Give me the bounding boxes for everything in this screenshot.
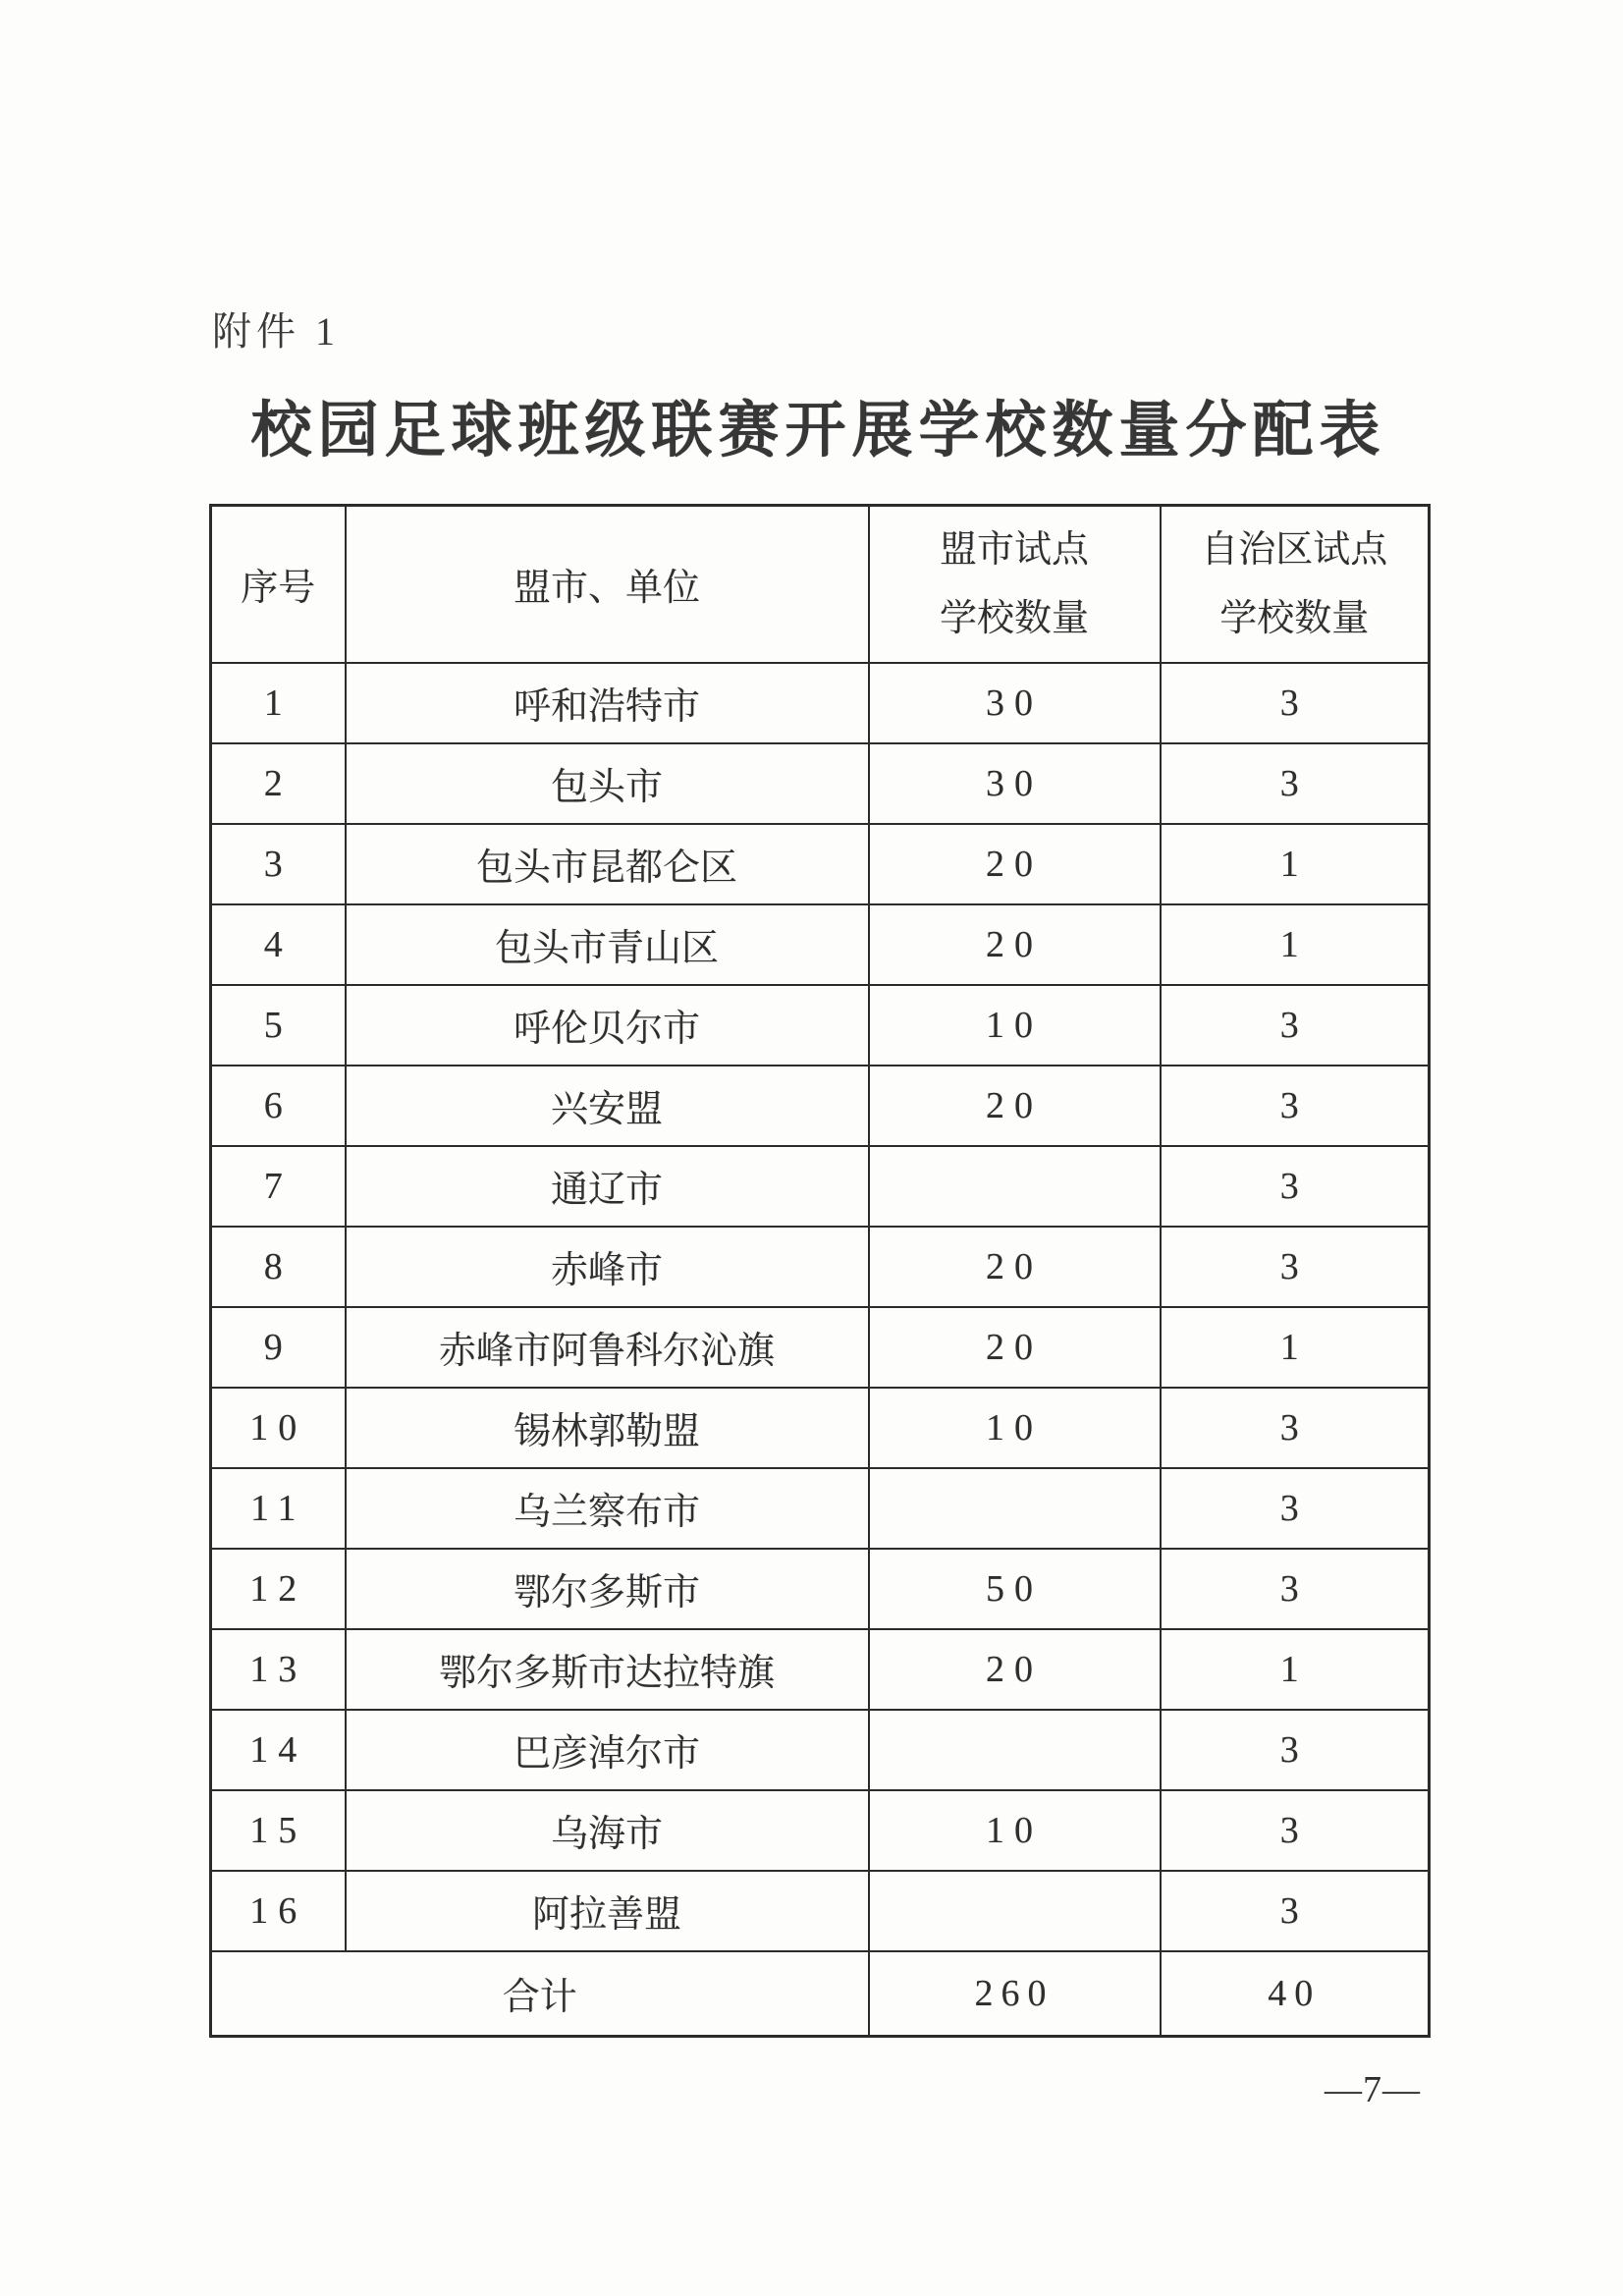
header-index: 序号 (211, 506, 346, 663)
row-region-pilot: 3 (1161, 1549, 1430, 1629)
row-region-pilot: 3 (1161, 1710, 1430, 1790)
table-row (211, 663, 1430, 743)
table-row (211, 1790, 1430, 1871)
table-row (211, 985, 1430, 1066)
table-row (211, 1307, 1430, 1388)
row-city-pilot: 30 (869, 663, 1161, 743)
table-row (211, 824, 1430, 904)
row-city-pilot: 20 (869, 1227, 1161, 1307)
row-index: 14 (211, 1710, 346, 1790)
row-region-pilot: 1 (1161, 1307, 1430, 1388)
attachment-label: 附件 1 (212, 309, 340, 354)
row-city-pilot: 10 (869, 985, 1161, 1066)
row-index: 4 (211, 904, 346, 985)
total-row (211, 1951, 1430, 2037)
row-index: 15 (211, 1790, 346, 1871)
row-index: 13 (211, 1629, 346, 1710)
header-city-pilot (869, 506, 1161, 663)
row-city-pilot: 20 (869, 824, 1161, 904)
row-unit: 巴彦淖尔市 (346, 1710, 869, 1790)
row-index: 3 (211, 824, 346, 904)
table-row (211, 1227, 1430, 1307)
row-unit: 赤峰市 (346, 1227, 869, 1307)
row-region-pilot: 3 (1161, 1388, 1430, 1468)
row-index: 6 (211, 1066, 346, 1146)
row-unit: 乌海市 (346, 1790, 869, 1871)
row-unit: 包头市青山区 (346, 904, 869, 985)
row-city-pilot: 20 (869, 1066, 1161, 1146)
row-city-pilot: 10 (869, 1388, 1161, 1468)
allocation-table (209, 504, 1431, 2038)
row-index: 2 (211, 743, 346, 824)
row-index: 9 (211, 1307, 346, 1388)
row-city-pilot: 30 (869, 743, 1161, 824)
row-index: 5 (211, 985, 346, 1066)
row-unit: 锡林郭勒盟 (346, 1388, 869, 1468)
row-region-pilot: 3 (1161, 1790, 1430, 1871)
row-index: 7 (211, 1146, 346, 1227)
header-unit: 盟市、单位 (346, 506, 869, 663)
table-row (211, 1388, 1430, 1468)
row-unit: 兴安盟 (346, 1066, 869, 1146)
row-city-pilot (869, 1871, 1161, 1951)
row-unit: 呼伦贝尔市 (346, 985, 869, 1066)
table-row (211, 1146, 1430, 1227)
row-region-pilot: 1 (1161, 824, 1430, 904)
row-city-pilot: 50 (869, 1549, 1161, 1629)
page-number: —7— (1325, 2069, 1421, 2110)
total-city-pilot: 260 (869, 1951, 1161, 2037)
row-city-pilot (869, 1468, 1161, 1549)
row-city-pilot: 20 (869, 904, 1161, 985)
row-unit: 鄂尔多斯市 (346, 1549, 869, 1629)
table-row (211, 743, 1430, 824)
table-row (211, 904, 1430, 985)
row-unit: 阿拉善盟 (346, 1871, 869, 1951)
header-region-pilot (1161, 506, 1430, 663)
row-index: 10 (211, 1388, 346, 1468)
row-region-pilot: 3 (1161, 1227, 1430, 1307)
header-region-pilot-line1: 自治区试点 (1201, 528, 1388, 571)
table-row (211, 1468, 1430, 1549)
row-unit: 乌兰察布市 (346, 1468, 869, 1549)
row-unit: 鄂尔多斯市达拉特旗 (346, 1629, 869, 1710)
row-city-pilot (869, 1710, 1161, 1790)
header-city-pilot-line2: 学校数量 (939, 597, 1089, 639)
row-unit: 呼和浩特市 (346, 663, 869, 743)
header-region-pilot-line2: 学校数量 (1219, 597, 1370, 639)
table-row (211, 1710, 1430, 1790)
row-region-pilot: 3 (1161, 743, 1430, 824)
row-region-pilot: 3 (1161, 985, 1430, 1066)
total-label: 合计 (211, 1951, 869, 2037)
row-index: 1 (211, 663, 346, 743)
row-region-pilot: 3 (1161, 1146, 1430, 1227)
row-index: 8 (211, 1227, 346, 1307)
row-city-pilot: 20 (869, 1629, 1161, 1710)
page-title: 校园足球班级联赛开展学校数量分配表 (250, 398, 1386, 465)
row-index: 11 (211, 1468, 346, 1549)
row-region-pilot: 3 (1161, 1066, 1430, 1146)
row-city-pilot (869, 1146, 1161, 1227)
row-unit: 赤峰市阿鲁科尔沁旗 (346, 1307, 869, 1388)
table-row (211, 1629, 1430, 1710)
row-unit: 包头市 (346, 743, 869, 824)
row-index: 16 (211, 1871, 346, 1951)
row-region-pilot: 3 (1161, 1871, 1430, 1951)
header-city-pilot-line1: 盟市试点 (939, 528, 1089, 571)
row-city-pilot: 20 (869, 1307, 1161, 1388)
row-region-pilot: 1 (1161, 904, 1430, 985)
row-city-pilot: 10 (869, 1790, 1161, 1871)
table-header-row (211, 506, 1430, 663)
row-region-pilot: 3 (1161, 663, 1430, 743)
row-unit: 包头市昆都仑区 (346, 824, 869, 904)
table-row (211, 1066, 1430, 1146)
total-region-pilot: 40 (1161, 1951, 1430, 2037)
row-unit: 通辽市 (346, 1146, 869, 1227)
table-row (211, 1549, 1430, 1629)
row-region-pilot: 3 (1161, 1468, 1430, 1549)
table-row (211, 1871, 1430, 1951)
row-index: 12 (211, 1549, 346, 1629)
row-region-pilot: 1 (1161, 1629, 1430, 1710)
